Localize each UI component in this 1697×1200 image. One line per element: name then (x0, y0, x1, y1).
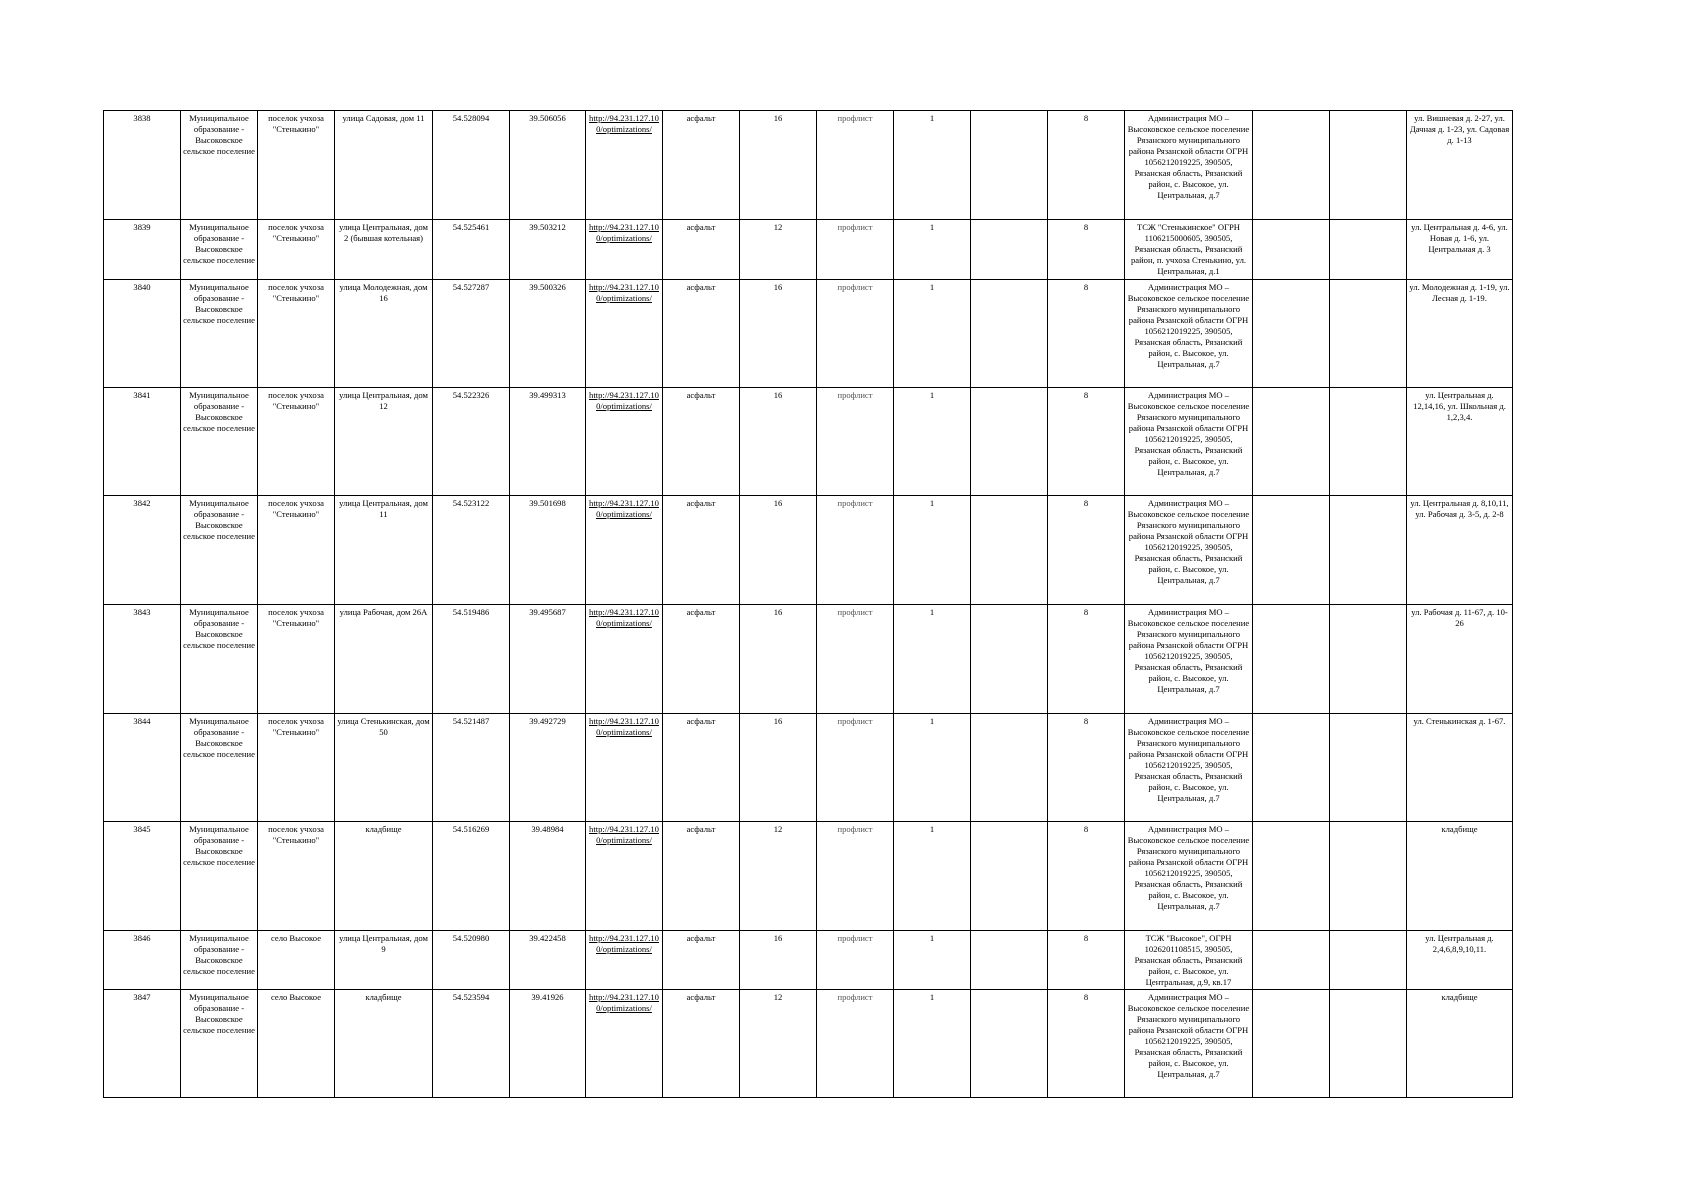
address-cell: улица Садовая, дом 11 (335, 111, 433, 220)
surface-cell: асфальт (663, 714, 740, 822)
locality-cell: поселок учхоза "Стенькино" (258, 280, 335, 388)
table-row (104, 220, 1513, 280)
empty-cell (1253, 605, 1330, 714)
row-number-cell: 3843 (104, 605, 181, 714)
map-link-cell (586, 111, 663, 220)
container-count-cell: 1 (894, 496, 971, 605)
latitude-cell: 54.519486 (433, 605, 510, 714)
map-link[interactable]: http://94.231.127.10 0/optimizations/ (589, 716, 659, 737)
container-count-cell: 1 (894, 822, 971, 931)
empty-cell (971, 931, 1048, 990)
owner-cell: Администрация МО – Высоковское сельское поселение Рязанского муниципального района Рязанской области ОГРН 1056212019225, 390505, Рязанская область, Рязанский район, с. Высокое, ул. Центральная, д.7 (1125, 605, 1253, 714)
container-type-cell: профлист (817, 714, 894, 822)
map-link[interactable]: http://94.231.127.10 0/optimizations/ (589, 824, 659, 845)
empty-cell (1253, 220, 1330, 280)
owner-cell: Администрация МО – Высоковское сельское поселение Рязанского муниципального района Рязанской области ОГРН 1056212019225, 390505, Рязанская область, Рязанский район, с. Высокое, ул. Центральная, д.7 (1125, 714, 1253, 822)
row-number-cell: 3845 (104, 822, 181, 931)
address-cell: кладбище (335, 822, 433, 931)
table-row (104, 605, 1513, 714)
area-cell: 16 (740, 111, 817, 220)
volume-cell: 8 (1048, 714, 1125, 822)
empty-cell (1253, 714, 1330, 822)
container-count-cell: 1 (894, 220, 971, 280)
served-objects-cell: ул. Рабочая д. 11-67, д. 10-26 (1407, 605, 1513, 714)
table-row (104, 990, 1513, 1098)
locality-cell: поселок учхоза "Стенькино" (258, 388, 335, 496)
container-type-cell: профлист (817, 388, 894, 496)
surface-cell: асфальт (663, 388, 740, 496)
longitude-cell: 39.48984 (510, 822, 586, 931)
address-cell: улица Центральная, дом 9 (335, 931, 433, 990)
municipality-cell: Муниципальное образование - Высоковское сельское поселение (181, 990, 258, 1098)
volume-cell: 8 (1048, 280, 1125, 388)
empty-cell (1253, 111, 1330, 220)
volume-cell: 8 (1048, 990, 1125, 1098)
volume-cell: 8 (1048, 111, 1125, 220)
latitude-cell: 54.523122 (433, 496, 510, 605)
container-count-cell: 1 (894, 931, 971, 990)
address-cell: улица Рабочая, дом 26А (335, 605, 433, 714)
longitude-cell: 39.422458 (510, 931, 586, 990)
locality-cell: поселок учхоза "Стенькино" (258, 220, 335, 280)
row-number-cell: 3847 (104, 990, 181, 1098)
table-row (104, 280, 1513, 388)
address-cell: улица Центральная, дом 11 (335, 496, 433, 605)
served-objects-cell: ул. Вишневая д. 2-27, ул. Дачная д. 1-23, ул. Садовая д. 1-13 (1407, 111, 1513, 220)
area-cell: 16 (740, 280, 817, 388)
locality-cell: поселок учхоза "Стенькино" (258, 111, 335, 220)
map-link-cell (586, 931, 663, 990)
longitude-cell: 39.499313 (510, 388, 586, 496)
empty-cell (1253, 496, 1330, 605)
container-count-cell: 1 (894, 280, 971, 388)
latitude-cell: 54.527287 (433, 280, 510, 388)
locality-cell: село Высокое (258, 931, 335, 990)
latitude-cell: 54.523594 (433, 990, 510, 1098)
longitude-cell: 39.41926 (510, 990, 586, 1098)
row-number-cell: 3838 (104, 111, 181, 220)
empty-cell (1330, 280, 1407, 388)
container-count-cell: 1 (894, 111, 971, 220)
empty-cell (1330, 220, 1407, 280)
served-objects-cell: ул. Центральная д. 2,4,6,8,9,10,11. (1407, 931, 1513, 990)
map-link-cell (586, 496, 663, 605)
locality-cell: село Высокое (258, 990, 335, 1098)
container-type-cell: профлист (817, 605, 894, 714)
map-link[interactable]: http://94.231.127.10 0/optimizations/ (589, 607, 659, 628)
row-number-cell: 3842 (104, 496, 181, 605)
address-cell: улица Молодежная, дом 16 (335, 280, 433, 388)
served-objects-cell: ул. Центральная д. 12,14,16, ул. Школьная д. 1,2,3,4. (1407, 388, 1513, 496)
empty-cell (1330, 822, 1407, 931)
volume-cell: 8 (1048, 822, 1125, 931)
area-cell: 16 (740, 605, 817, 714)
latitude-cell: 54.522326 (433, 388, 510, 496)
longitude-cell: 39.495687 (510, 605, 586, 714)
locality-cell: поселок учхоза "Стенькино" (258, 496, 335, 605)
empty-cell (1253, 388, 1330, 496)
empty-cell (971, 220, 1048, 280)
empty-cell (971, 111, 1048, 220)
empty-cell (1330, 388, 1407, 496)
empty-cell (1253, 990, 1330, 1098)
longitude-cell: 39.500326 (510, 280, 586, 388)
municipality-cell: Муниципальное образование - Высоковское сельское поселение (181, 822, 258, 931)
surface-cell: асфальт (663, 280, 740, 388)
empty-cell (1330, 990, 1407, 1098)
owner-cell: Администрация МО – Высоковское сельское поселение Рязанского муниципального района Рязанской области ОГРН 1056212019225, 390505, Рязанская область, Рязанский район, с. Высокое, ул. Центральная, д.7 (1125, 822, 1253, 931)
map-link-cell (586, 605, 663, 714)
empty-cell (971, 714, 1048, 822)
container-type-cell: профлист (817, 280, 894, 388)
surface-cell: асфальт (663, 822, 740, 931)
container-count-cell: 1 (894, 990, 971, 1098)
address-cell: улица Стенькинская, дом 50 (335, 714, 433, 822)
locality-cell: поселок учхоза "Стенькино" (258, 605, 335, 714)
container-type-cell: профлист (817, 931, 894, 990)
area-cell: 12 (740, 220, 817, 280)
volume-cell: 8 (1048, 220, 1125, 280)
registry-table (103, 110, 1513, 1098)
longitude-cell: 39.506056 (510, 111, 586, 220)
empty-cell (1253, 280, 1330, 388)
locality-cell: поселок учхоза "Стенькино" (258, 822, 335, 931)
area-cell: 12 (740, 822, 817, 931)
row-number-cell: 3841 (104, 388, 181, 496)
map-link[interactable]: http://94.231.127.10 0/optimizations/ (589, 390, 659, 411)
latitude-cell: 54.525461 (433, 220, 510, 280)
table-row (104, 388, 1513, 496)
address-cell: улица Центральная, дом 2 (бывшая котельная) (335, 220, 433, 280)
longitude-cell: 39.492729 (510, 714, 586, 822)
owner-cell: Администрация МО – Высоковское сельское поселение Рязанского муниципального района Рязанской области ОГРН 1056212019225, 390505, Рязанская область, Рязанский район, с. Высокое, ул. Центральная, д.7 (1125, 111, 1253, 220)
empty-cell (971, 280, 1048, 388)
volume-cell: 8 (1048, 496, 1125, 605)
latitude-cell: 54.521487 (433, 714, 510, 822)
table-row (104, 714, 1513, 822)
empty-cell (1330, 714, 1407, 822)
map-link[interactable]: http://94.231.127.10 0/optimizations/ (589, 498, 659, 519)
row-number-cell: 3840 (104, 280, 181, 388)
row-number-cell: 3846 (104, 931, 181, 990)
served-objects-cell: ул. Молодежная д. 1-19, ул. Лесная д. 1-19. (1407, 280, 1513, 388)
container-type-cell: профлист (817, 990, 894, 1098)
empty-cell (1253, 931, 1330, 990)
area-cell: 16 (740, 388, 817, 496)
empty-cell (1330, 496, 1407, 605)
map-link-cell (586, 822, 663, 931)
municipality-cell: Муниципальное образование - Высоковское сельское поселение (181, 605, 258, 714)
municipality-cell: Муниципальное образование - Высоковское сельское поселение (181, 220, 258, 280)
empty-cell (971, 388, 1048, 496)
area-cell: 16 (740, 931, 817, 990)
latitude-cell: 54.516269 (433, 822, 510, 931)
served-objects-cell: кладбище (1407, 990, 1513, 1098)
container-count-cell: 1 (894, 388, 971, 496)
map-link-cell (586, 714, 663, 822)
served-objects-cell: ул. Стенькинская д. 1-67. (1407, 714, 1513, 822)
address-cell: улица Центральная, дом 12 (335, 388, 433, 496)
map-link-cell (586, 990, 663, 1098)
container-count-cell: 1 (894, 605, 971, 714)
longitude-cell: 39.501698 (510, 496, 586, 605)
map-link[interactable]: http://94.231.127.10 0/optimizations/ (589, 933, 659, 954)
surface-cell: асфальт (663, 111, 740, 220)
volume-cell: 8 (1048, 388, 1125, 496)
owner-cell: Администрация МО – Высоковское сельское поселение Рязанского муниципального района Рязанской области ОГРН 1056212019225, 390505, Рязанская область, Рязанский район, с. Высокое, ул. Центральная, д.7 (1125, 280, 1253, 388)
surface-cell: асфальт (663, 931, 740, 990)
area-cell: 16 (740, 496, 817, 605)
owner-cell: ТСЖ "Стенькинское" ОГРН 1106215000605, 390505, Рязанская область, Рязанский район, п. учхоза Стенькино, ул. Центральная, д.1 (1125, 220, 1253, 280)
row-number-cell: 3844 (104, 714, 181, 822)
volume-cell: 8 (1048, 931, 1125, 990)
municipality-cell: Муниципальное образование - Высоковское сельское поселение (181, 280, 258, 388)
empty-cell (1330, 111, 1407, 220)
owner-cell: ТСЖ "Высокое", ОГРН 1026201108515, 390505, Рязанская область, Рязанский район, с. Высокое, ул. Центральная, д.9, кв.17 (1125, 931, 1253, 990)
surface-cell: асфальт (663, 605, 740, 714)
area-cell: 16 (740, 714, 817, 822)
volume-cell: 8 (1048, 605, 1125, 714)
row-number-cell: 3839 (104, 220, 181, 280)
empty-cell (1253, 822, 1330, 931)
longitude-cell: 39.503212 (510, 220, 586, 280)
empty-cell (1330, 605, 1407, 714)
municipality-cell: Муниципальное образование - Высоковское сельское поселение (181, 714, 258, 822)
empty-cell (1330, 931, 1407, 990)
owner-cell: Администрация МО – Высоковское сельское поселение Рязанского муниципального района Рязанской области ОГРН 1056212019225, 390505, Рязанская область, Рязанский район, с. Высокое, ул. Центральная, д.7 (1125, 496, 1253, 605)
latitude-cell: 54.520980 (433, 931, 510, 990)
municipality-cell: Муниципальное образование - Высоковское сельское поселение (181, 388, 258, 496)
table-row (104, 111, 1513, 220)
map-link-cell (586, 280, 663, 388)
container-type-cell: профлист (817, 220, 894, 280)
served-objects-cell: ул. Центральная д. 8,10,11, ул. Рабочая д. 3-5, д. 2-8 (1407, 496, 1513, 605)
map-link-cell (586, 388, 663, 496)
empty-cell (971, 605, 1048, 714)
empty-cell (971, 496, 1048, 605)
owner-cell: Администрация МО – Высоковское сельское поселение Рязанского муниципального района Рязанской области ОГРН 1056212019225, 390505, Рязанская область, Рязанский район, с. Высокое, ул. Центральная, д.7 (1125, 388, 1253, 496)
map-link[interactable]: http://94.231.127.10 0/optimizations/ (589, 113, 659, 134)
map-link-cell (586, 220, 663, 280)
container-type-cell: профлист (817, 496, 894, 605)
empty-cell (971, 822, 1048, 931)
table-row (104, 496, 1513, 605)
map-link[interactable]: http://94.231.127.10 0/optimizations/ (589, 282, 659, 303)
map-link[interactable]: http://94.231.127.10 0/optimizations/ (589, 992, 659, 1013)
table-row (104, 931, 1513, 990)
address-cell: кладбище (335, 990, 433, 1098)
container-count-cell: 1 (894, 714, 971, 822)
container-type-cell: профлист (817, 822, 894, 931)
surface-cell: асфальт (663, 990, 740, 1098)
municipality-cell: Муниципальное образование - Высоковское сельское поселение (181, 111, 258, 220)
surface-cell: асфальт (663, 220, 740, 280)
container-type-cell: профлист (817, 111, 894, 220)
surface-cell: асфальт (663, 496, 740, 605)
area-cell: 12 (740, 990, 817, 1098)
latitude-cell: 54.528094 (433, 111, 510, 220)
locality-cell: поселок учхоза "Стенькино" (258, 714, 335, 822)
municipality-cell: Муниципальное образование - Высоковское сельское поселение (181, 931, 258, 990)
served-objects-cell: кладбище (1407, 822, 1513, 931)
municipality-cell: Муниципальное образование - Высоковское сельское поселение (181, 496, 258, 605)
table-row (104, 822, 1513, 931)
served-objects-cell: ул. Центральная д. 4-6, ул. Новая д. 1-6, ул. Центральная д. 3 (1407, 220, 1513, 280)
owner-cell: Администрация МО – Высоковское сельское поселение Рязанского муниципального района Рязанской области ОГРН 1056212019225, 390505, Рязанская область, Рязанский район, с. Высокое, ул. Центральная, д.7 (1125, 990, 1253, 1098)
empty-cell (971, 990, 1048, 1098)
map-link[interactable]: http://94.231.127.10 0/optimizations/ (589, 222, 659, 243)
